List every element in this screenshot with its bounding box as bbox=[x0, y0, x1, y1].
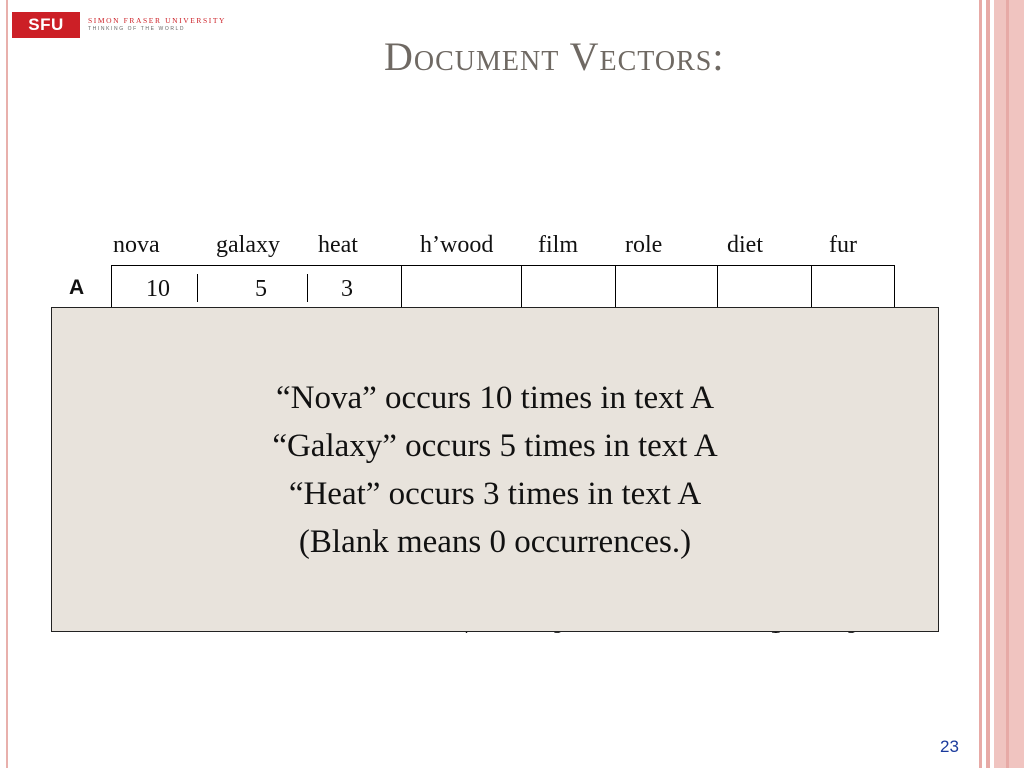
column-header-role: role bbox=[625, 232, 663, 258]
column-header-hwood: h’wood bbox=[420, 232, 494, 258]
right-stripe bbox=[986, 0, 990, 768]
cell-divider bbox=[401, 266, 402, 308]
right-stripe bbox=[994, 0, 1024, 768]
cell-divider bbox=[521, 266, 522, 308]
explanation-callout bbox=[51, 307, 939, 632]
cell-divider bbox=[811, 266, 812, 308]
column-header-galaxy: galaxy bbox=[216, 232, 280, 258]
slide-title bbox=[384, 33, 894, 80]
cell-value-heat: 3 bbox=[341, 276, 353, 302]
column-header-heat: heat bbox=[318, 232, 358, 258]
sfu-logo-box: SFU bbox=[12, 12, 80, 38]
cell-divider bbox=[197, 274, 198, 302]
logo-tagline: THINKING OF THE WORLD bbox=[88, 26, 186, 32]
sfu-logo-text bbox=[88, 16, 226, 34]
right-stripe bbox=[1006, 0, 1009, 768]
column-header-diet: diet bbox=[727, 232, 763, 258]
callout-line: “Nova” occurs 10 times in text A bbox=[275, 379, 715, 416]
cell-value-nova: 10 bbox=[146, 276, 170, 302]
left-border-rule bbox=[6, 0, 8, 768]
right-stripe bbox=[979, 0, 982, 768]
cell-divider bbox=[307, 274, 308, 302]
cell-value-galaxy: 5 bbox=[255, 276, 267, 302]
slide-title-text: Document Vectors: bbox=[384, 34, 725, 79]
callout-line: “Galaxy” occurs 5 times in text A bbox=[272, 427, 718, 464]
column-header-fur: fur bbox=[829, 232, 857, 258]
callout-line: “Heat” occurs 3 times in text A bbox=[288, 475, 702, 512]
sfu-logo bbox=[12, 12, 226, 38]
callout-line: (Blank means 0 occurrences.) bbox=[298, 523, 692, 560]
row-label-a: A bbox=[69, 276, 85, 299]
page-number: 23 bbox=[940, 737, 959, 756]
column-header-film: film bbox=[538, 232, 578, 258]
column-header-nova: nova bbox=[113, 232, 160, 258]
table-row bbox=[111, 265, 895, 309]
logo-university-name: SIMON FRASER UNIVERSITY bbox=[88, 16, 227, 25]
cell-divider bbox=[717, 266, 718, 308]
cell-divider bbox=[615, 266, 616, 308]
